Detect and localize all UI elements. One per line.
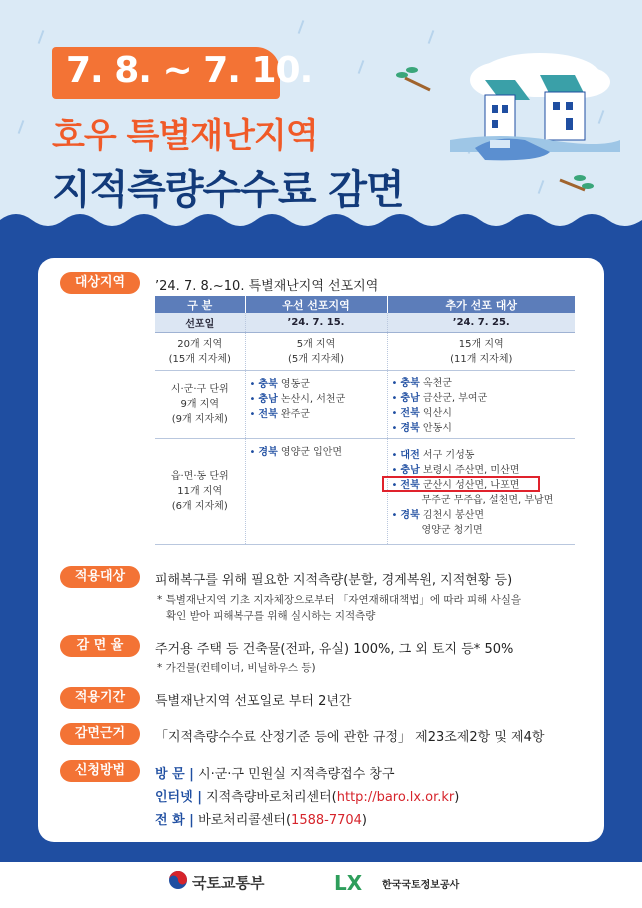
region-name: 대전 — [400, 449, 420, 461]
lx-logo-text: LX — [334, 871, 363, 895]
region-name: 경북 — [400, 422, 420, 434]
list-item: • 경북 영양군 입안면 — [249, 447, 343, 458]
table-cell: 9개 지역 — [180, 399, 220, 410]
label-target-area: 대상지역 — [60, 272, 140, 294]
date-range: 7. 8. ~ 7. 10. — [66, 50, 313, 91]
reduction-rate-text: 주거용 주택 등 건축물(전파, 유실) 100%, 그 외 토지 등* 50% — [155, 642, 514, 657]
region-areas: 완주군 — [280, 409, 310, 420]
period-text: 특별재난지역 선포일로 부터 2년간 — [155, 694, 352, 709]
molit-logo-text: 국토교통부 — [192, 874, 265, 892]
target-area-table — [155, 296, 575, 545]
phone-label: 전 화 | — [155, 813, 194, 828]
region-name: 충남 — [258, 394, 278, 405]
table-cell: ’24. 7. 25. — [387, 313, 575, 333]
table-row — [155, 313, 575, 333]
table-header: 구 분 — [155, 296, 245, 313]
region-areas: 군산시 성산면, 나포면 — [422, 479, 520, 491]
phone-number: 1588-7704 — [291, 813, 362, 828]
list-item: • 전북 완주군 — [249, 409, 310, 420]
label-apply-target: 적용대상 — [60, 566, 140, 588]
branch-icon — [560, 175, 594, 190]
region-areas: 영동군 — [280, 379, 310, 390]
list-item: • 대전 서구 기성동 — [391, 449, 475, 461]
table-header: 추가 선포 대상 — [387, 296, 575, 313]
table-cell: ’24. 7. 15. — [245, 313, 387, 333]
lx-logo — [334, 871, 362, 895]
region-name: 전북 — [400, 407, 420, 419]
visit-label: 방 문 | — [155, 767, 194, 782]
region-name: 경북 — [400, 509, 420, 521]
cloud-icon — [470, 53, 610, 98]
region-areas: 논산시, 서천군 — [280, 394, 346, 405]
region-areas: 익산시 — [422, 407, 452, 419]
table-header-row — [155, 296, 575, 313]
apply-target-note: * 특별재난지역 기초 지자체장으로부터 「자연재해대책법」에 따라 피해 사실을 — [157, 594, 522, 606]
korea-emblem-icon — [168, 870, 188, 890]
table-cell: 시·군·구 단위 — [170, 384, 229, 395]
internet-row — [155, 786, 459, 805]
region-areas: 김천시 봉산면 — [422, 509, 485, 521]
table-cell: 11개 지역 — [177, 486, 223, 497]
list-item: • 충북 영동군 — [249, 379, 310, 390]
phone-text: 바로처리콜센터( — [198, 813, 292, 828]
internet-label: 인터넷 | — [155, 790, 202, 805]
apply-target-text: 피해복구를 위해 필요한 지적측량(분할, 경계복원, 지적현황 등) — [155, 573, 513, 588]
label-apply-method: 신청방법 — [60, 760, 140, 782]
wave-divider — [0, 200, 642, 240]
table-cell: (9개 지자체) — [171, 414, 228, 425]
region-name: 충남 — [400, 392, 420, 404]
list-item: • 충남 금산군, 부여군 — [391, 392, 488, 404]
list-item: • 전북 익산시 — [391, 407, 452, 419]
internet-close: ) — [454, 790, 460, 805]
list-item: • 경북 안동시 — [391, 422, 452, 434]
table-row — [155, 371, 575, 439]
flood-illustration — [390, 40, 620, 210]
table-header: 우선 선포지역 — [245, 296, 387, 313]
label-reduction-rate: 감 면 율 — [60, 635, 140, 657]
branch-icon — [396, 67, 430, 90]
list-item-highlighted: • 전북 군산시 성산면, 나포면 — [391, 479, 520, 491]
phone-row — [155, 809, 367, 828]
title-line2: 지적측량수수료 감면 — [52, 167, 404, 213]
label-period: 적용기간 — [60, 687, 140, 709]
apply-target-note: 확인 받아 피해복구를 위해 실시하는 지적측량 — [166, 610, 376, 622]
table-row — [155, 333, 575, 371]
table-cell: 읍·면·동 단위 — [170, 471, 229, 482]
region-areas: 안동시 — [422, 422, 452, 434]
basis-text: 「지적측량수수료 산정기준 등에 관한 규정」 제23조제2항 및 제4항 — [155, 730, 545, 745]
list-item — [392, 523, 572, 538]
region-areas: 영양군 청기면 — [421, 524, 483, 536]
region-name: 충북 — [258, 379, 278, 390]
region-name: 전북 — [258, 409, 278, 420]
footer — [0, 862, 642, 908]
table-cell: 5개 지역 — [296, 338, 336, 350]
region-name: 경북 — [258, 447, 278, 458]
list-item: • 충북 옥천군 — [391, 377, 452, 389]
internet-text: 지적측량바로처리센터( — [206, 790, 337, 805]
region-areas: 금산군, 부여군 — [422, 392, 488, 404]
region-areas: 영양군 입안면 — [280, 447, 343, 458]
table-cell: 15개 지역 — [458, 338, 504, 350]
region-areas: 무주군 무주읍, 설천면, 부남면 — [421, 494, 554, 506]
title-line1: 호우 특별재난지역 — [52, 116, 318, 156]
table-cell: (5개 지자체) — [288, 353, 344, 365]
reduction-rate-note: * 가건물(컨테이너, 비닐하우스 등) — [157, 662, 316, 674]
lx-name: 한국국토정보공사 — [382, 880, 460, 891]
region-name: 충북 — [400, 377, 420, 389]
list-item: • 경북 김천시 봉산면 — [391, 509, 485, 521]
table-cell: 선포일 — [155, 313, 245, 333]
highlight-box — [382, 476, 540, 492]
internet-url-link[interactable]: http://baro.lx.or.kr — [336, 790, 455, 805]
region-areas: 옥천군 — [422, 377, 452, 389]
table-cell: 20개 지역 — [177, 338, 223, 350]
region-name: 충남 — [400, 464, 420, 476]
visit-text: 시·군·구 민원실 지적측량접수 창구 — [198, 767, 395, 782]
visit-row — [155, 763, 395, 782]
list-item: • 충남 보령시 주산면, 미산면 — [391, 464, 520, 476]
region-areas: 보령시 주산면, 미산면 — [422, 464, 520, 476]
label-basis: 감면근거 — [60, 723, 140, 745]
table-cell: (15개 지자체) — [168, 353, 231, 365]
region-name: 전북 — [400, 479, 420, 491]
house-icon — [540, 75, 585, 140]
table-cell: (6개 지자체) — [171, 501, 228, 512]
list-item: • 충남 논산시, 서천군 — [249, 394, 346, 405]
table-cell: (11개 지자체) — [450, 353, 513, 365]
list-item — [392, 493, 572, 508]
phone-close: ) — [361, 813, 367, 828]
region-areas: 서구 기성동 — [422, 449, 475, 461]
target-area-heading: ’24. 7. 8.~10. 특별재난지역 선포지역 — [155, 279, 379, 294]
